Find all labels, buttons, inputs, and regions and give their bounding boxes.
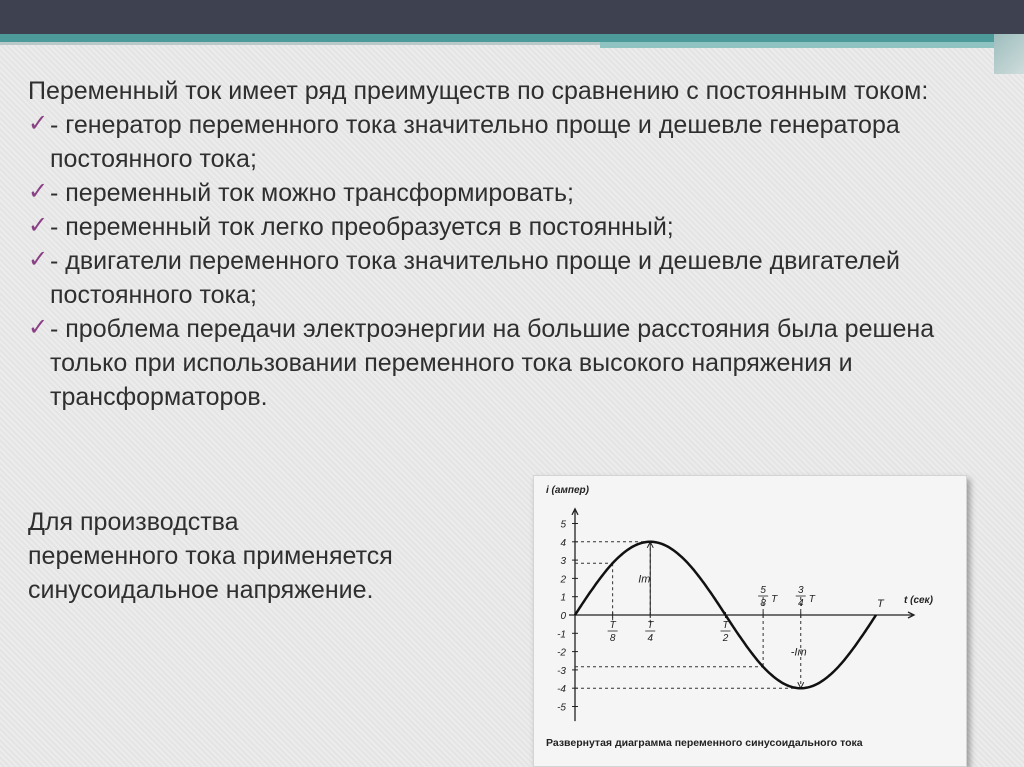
list-item-text: - переменный ток можно трансформировать;: [50, 179, 574, 207]
checkmark-icon: ✓: [28, 110, 49, 137]
chart-labels: [557, 520, 885, 714]
y-tick-label: -2: [557, 647, 566, 659]
accent-stripe-light: [600, 42, 1024, 48]
list-item: [28, 108, 988, 176]
x-tick-den: 4: [647, 633, 654, 644]
sinusoid-line-2: переменного тока применяется: [28, 542, 393, 570]
trough-label: -Im: [790, 646, 807, 659]
list-item-text: - генератор переменного тока значительно проще и дешевле генератора постоянного тока;: [50, 111, 900, 173]
x-tick-label: [608, 620, 618, 644]
checkmark-icon: ✓: [28, 178, 49, 205]
x-axis-label: t (сек): [904, 595, 933, 606]
x-tick-den: 8: [609, 633, 616, 644]
sinusoid-line-3: синусоидальное напряжение.: [28, 576, 374, 604]
top-bar: [0, 0, 1024, 34]
x-tick-den: 8: [760, 598, 766, 609]
x-tick-num: T: [647, 620, 654, 631]
checkmark-icon: ✓: [28, 212, 49, 239]
x-tick-den: 2: [722, 633, 729, 644]
x-tick-label: [796, 585, 816, 609]
x-tick-label: [758, 585, 778, 609]
y-axis-label: i (ампер): [546, 485, 589, 496]
y-tick-label: -1: [557, 629, 566, 641]
accent-stripe-thin: [0, 42, 600, 45]
x-tick-num: T: [609, 620, 616, 631]
x-tick-suffix: T: [771, 594, 778, 605]
list-item-text: - переменный ток легко преобразуется в постоянный;: [50, 213, 674, 241]
intro-text: Переменный ток имеет ряд преимуществ по сравнению с постоянным током:: [28, 77, 929, 105]
advantages-list: [28, 108, 988, 414]
y-tick-label: -4: [557, 684, 566, 696]
checkmark-icon: ✓: [28, 246, 49, 273]
list-item-text: - проблема передачи электроэнергии на большие расстояния была решена только при использовании переменного тока высокого напряжения и трансформаторов.: [50, 315, 935, 411]
accent-stripe: [0, 34, 1024, 42]
chart-axes: [569, 509, 914, 721]
y-tick-label: 5: [560, 519, 566, 531]
diagram-caption: Развернутая диаграмма переменного синусоидального тока: [546, 737, 863, 749]
x-tick-num: 5: [760, 585, 766, 596]
list-item: [28, 210, 988, 244]
y-tick-label: 3: [560, 556, 566, 568]
list-item-text: - двигатели переменного тока значительно проще и дешевле двигателей постоянного тока;: [50, 247, 901, 309]
x-tick-suffix: T: [808, 594, 815, 605]
y-tick-label: -5: [557, 702, 566, 714]
x-tick-label: [645, 620, 655, 644]
x-tick-den: 4: [797, 598, 804, 609]
x-end-label: T: [877, 598, 884, 610]
y-tick-label: -3: [557, 665, 566, 677]
checkmark-icon: ✓: [28, 314, 49, 341]
sinusoid-text: [28, 505, 508, 607]
x-tick-num: T: [722, 620, 729, 631]
sinusoid-line-1: Для производства: [28, 508, 239, 536]
list-item: [28, 176, 988, 210]
sine-diagram: [533, 475, 967, 767]
list-item: [28, 312, 988, 414]
corner-decoration: [994, 34, 1024, 74]
list-item: [28, 244, 988, 312]
y-tick-label: 1: [560, 592, 566, 604]
y-tick-label: 4: [560, 537, 566, 549]
y-tick-label: 0: [560, 611, 566, 622]
slide-body: [28, 74, 988, 414]
x-tick-num: 3: [797, 585, 804, 596]
y-tick-label: 2: [560, 574, 566, 586]
x-tick-label: [721, 620, 731, 644]
sine-chart-svg: [534, 476, 966, 766]
peak-label: Im: [638, 573, 651, 586]
